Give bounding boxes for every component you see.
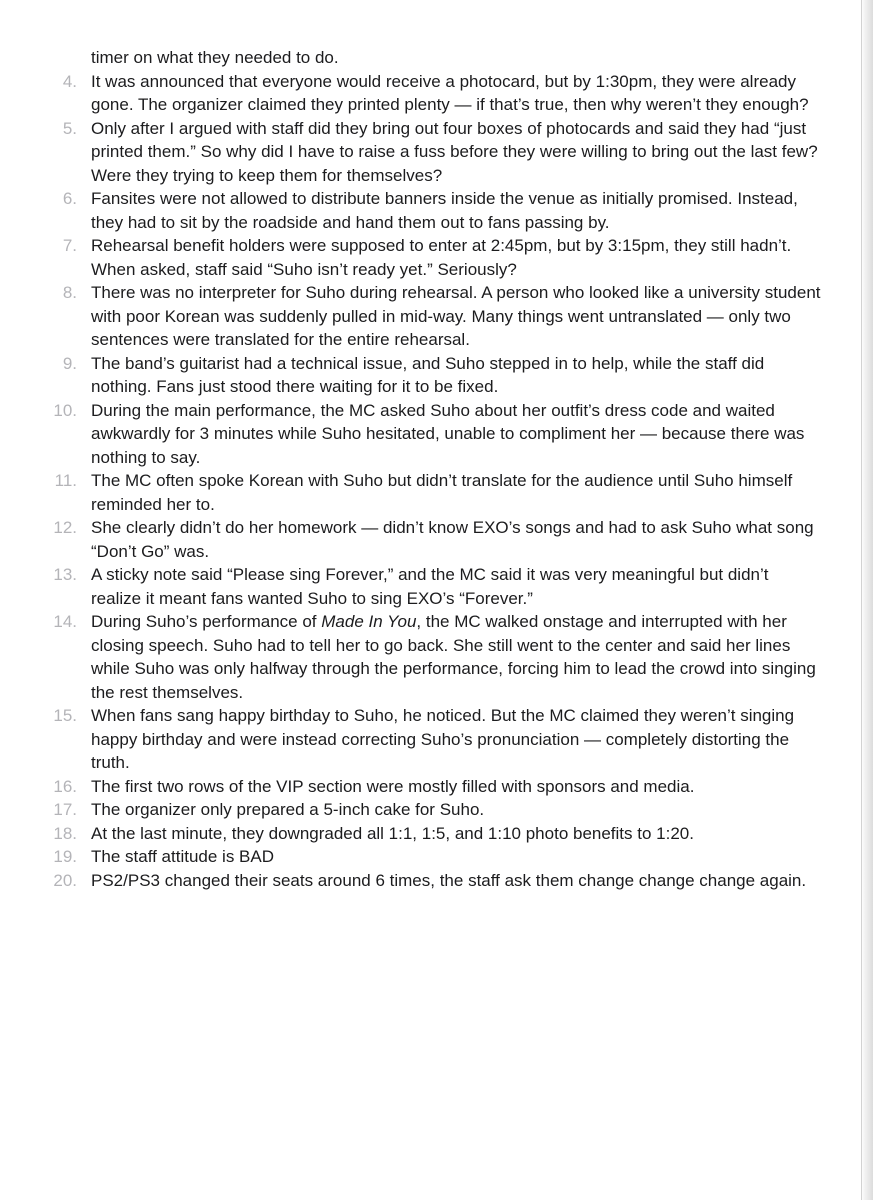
list-item: [0, 704, 863, 775]
item-number: 9.: [62, 353, 77, 373]
item-number: 6.: [62, 189, 77, 208]
item-number: 10.: [53, 400, 77, 420]
item-text: A sticky note said “Please sing Forever,” and the MC said it was very meaningful but didn’t realize it meant fans wanted Suho to sing EXO’s “Forever.”: [91, 565, 769, 608]
item-text: The band’s guitarist had a technical issue, and Suho stepped in to help, while the staff did nothing. Fans just stood there waiting for it to be fixed.: [91, 353, 765, 396]
list-item: [0, 610, 863, 704]
item-text: It was announced that everyone would receive a photocard, but by 1:30pm, they were already gone. The organizer claimed they printed plenty — if that’s true, then why weren’t they enough?: [91, 71, 809, 114]
item-number: 5.: [62, 118, 77, 138]
page-edge-line: [861, 0, 862, 1200]
item-text: The staff attitude is BAD: [91, 847, 274, 866]
item-text: The first two rows of the VIP section were mostly filled with sponsors and media.: [91, 776, 695, 796]
list-item: [0, 516, 863, 563]
item-text-after: , the MC walked onstage and interrupted with her closing speech. Suho had to tell her to go back. She still went to the center and said her lines while Suho was only halfway through the performance, forcing him to lead the crowd into singing the rest themselves.: [91, 612, 816, 702]
item-number: 16.: [53, 776, 77, 796]
song-title-italic: Made In You: [321, 612, 417, 631]
item-number: 12.: [53, 518, 77, 537]
item-number: 4.: [62, 71, 77, 91]
list-item: [0, 117, 863, 188]
item-text: [91, 610, 823, 704]
item-number: 18.: [53, 823, 77, 843]
item-text: Only after I argued with staff did they bring out four boxes of photocards and said they had “just printed them.” So why did I have to raise a fuss before they were willing to bring out the last few? Were they trying to keep them for themselves?: [91, 118, 818, 185]
item-number: 14.: [53, 612, 77, 631]
item-text: There was no interpreter for Suho during rehearsal. A person who looked like a university student with poor Korean was suddenly pulled in mid-way. Many things went untranslated — only two sentences were translated for the entire rehearsal.: [91, 283, 821, 349]
list-item: [0, 822, 863, 846]
list-item: [0, 399, 863, 470]
page-shadow-edge: [861, 0, 873, 1200]
item-text: The organizer only prepared a 5-inch cake for Suho.: [91, 800, 485, 819]
item-number: 8.: [62, 283, 77, 302]
item-text: Rehearsal benefit holders were supposed to enter at 2:45pm, but by 3:15pm, they still hadn’t. When asked, staff said “Suho isn’t ready yet.” Seriously?: [91, 236, 792, 279]
list-item: [0, 281, 863, 352]
list-item: [0, 798, 863, 822]
item-number: 19.: [53, 847, 77, 866]
item-number: 17.: [53, 800, 77, 819]
item-text: She clearly didn’t do her homework — didn’t know EXO’s songs and had to ask Suho what song “Don’t Go” was.: [91, 518, 814, 561]
item-text: During the main performance, the MC asked Suho about her outfit’s dress code and waited awkwardly for 3 minutes while Suho hesitated, unable to compliment her — because there was nothing to say.: [91, 400, 805, 467]
list-item: [0, 234, 863, 281]
item-number: 13.: [53, 565, 77, 584]
list-item: [0, 845, 863, 869]
list-item: [0, 775, 863, 799]
continuation-text: timer on what they needed to do.: [91, 48, 339, 67]
item-text: The MC often spoke Korean with Suho but didn’t translate for the audience until Suho himself reminded her to.: [91, 471, 793, 514]
list-item: [0, 352, 863, 399]
item-number: 15.: [53, 706, 77, 725]
item-text: PS2/PS3 changed their seats around 6 times, the staff ask them change change change again.: [91, 870, 807, 890]
item-number: 20.: [53, 870, 77, 890]
list-item: [0, 187, 863, 234]
list-item: [0, 563, 863, 610]
list-item: [0, 469, 863, 516]
item-number: 11.: [54, 471, 77, 490]
item-text: At the last minute, they downgraded all 1:1, 1:5, and 1:10 photo benefits to 1:20.: [91, 823, 694, 843]
item-text: When fans sang happy birthday to Suho, he noticed. But the MC claimed they weren’t singing happy birthday and were instead correcting Suho’s pronunciation — completely distorting the truth.: [91, 706, 795, 772]
item-text: Fansites were not allowed to distribute banners inside the venue as initially promised. Instead, they had to sit by the roadside and hand them out to fans passing by.: [91, 189, 798, 232]
list-item: [0, 70, 863, 117]
item-text-before: During Suho’s performance of: [91, 612, 322, 631]
item-number: 7.: [62, 236, 77, 255]
list-item: [0, 869, 863, 893]
